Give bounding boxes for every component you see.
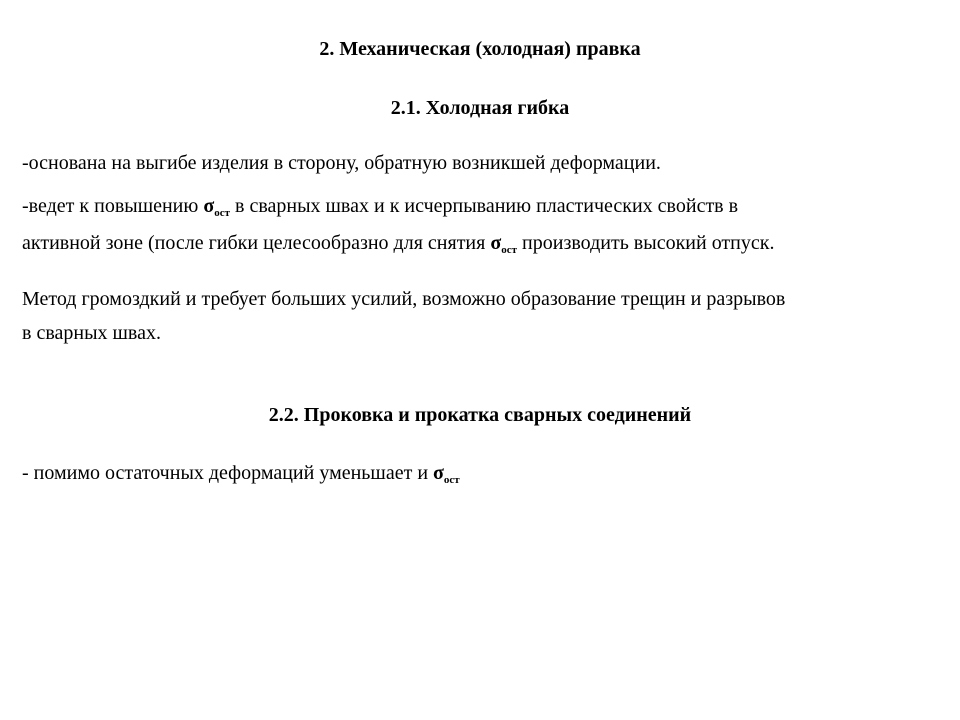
sigma-subscript: ост [214,207,231,219]
sigma-symbol: σ [433,462,444,484]
para2-line2-after: производить высокий отпуск. [517,232,775,254]
para2-line1-after: в сварных швах и к исчерпыванию пластических свойств в [230,195,739,217]
paragraph-method-bulky [22,282,942,350]
sigma-symbol: σ [490,232,502,254]
sigma-subscript: ост [443,474,460,486]
sigma-symbol: σ [203,195,215,217]
sigma-subscript: ост [501,244,518,256]
paragraph-based-on-bending: -основана на выгибе изделия в сторону, обратную возникшей деформации. [22,152,661,174]
paragraph-reduces-stress [22,456,942,493]
para4-before: - помимо остаточных деформаций уменьшает и [22,462,434,484]
subheading-forging-rolling: 2.2. Проковка и прокатка сварных соединений [268,404,692,426]
para2-line2-before: активной зоне (после гибки целесообразно для снятия [22,232,491,254]
para2-line1-before: -ведет к повышению [22,195,204,217]
paragraph-increase-stress [22,189,942,263]
para3-line2: в сварных швах. [22,322,161,344]
main-heading: 2. Механическая (холодная) правка [319,38,641,60]
para3-line1: Метод громоздкий и требует больших усилий, возможно образование трещин и разрывов [22,288,786,310]
subheading-cold-bending: 2.1. Холодная гибка [390,97,570,119]
